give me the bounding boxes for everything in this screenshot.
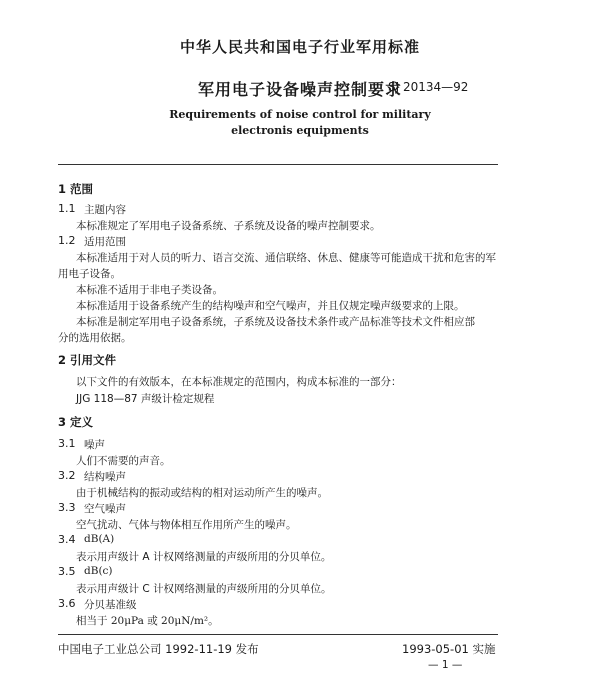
section-1-2-p2: 本标准不适用于非电子类设备。 bbox=[76, 284, 223, 296]
definition-number: 3.3 bbox=[58, 501, 76, 514]
definition-number: 3.6 bbox=[58, 597, 76, 610]
standard-code: SJ 20134—92 bbox=[388, 80, 469, 94]
section-2-p1: 以下文件的有效版本，在本标准规定的范围内，构成本标准的一部分： bbox=[76, 376, 402, 388]
english-title-line2: electronis equipments bbox=[231, 124, 369, 137]
section-1-2-p1-line2: 用电子设备。 bbox=[58, 268, 121, 280]
definition-term: 结构噪声 bbox=[84, 471, 126, 483]
definition-text: 相当于 20μPa 或 20μN/m²。 bbox=[76, 615, 219, 627]
definition-text: 由于机械结构的振动或结构的相对运动所产生的噪声。 bbox=[76, 487, 328, 499]
section-2-reference: JJG 118—87 声级计检定规程 bbox=[76, 393, 215, 405]
section-1-2-title: 适用范围 bbox=[84, 236, 126, 248]
section-1-2-p4-line2: 分的选用依据。 bbox=[58, 332, 132, 344]
section-1-2-p4-line1: 本标准是制定军用电子设备系统，子系统及设备技术条件或产品标准等技术文件相应部 bbox=[76, 316, 475, 328]
definition-term: 噪声 bbox=[84, 439, 105, 451]
definition-text: 表示用声级计 C 计权网络测量的声级所用的分贝单位。 bbox=[76, 583, 332, 595]
english-title-line1: Requirements of noise control for military bbox=[169, 108, 431, 121]
section-1-heading: 1 范围 bbox=[58, 182, 94, 196]
section-3-heading: 3 定义 bbox=[58, 415, 94, 429]
section-1-2-number: 1.2 bbox=[58, 234, 76, 247]
section-2-heading: 2 引用文件 bbox=[58, 353, 117, 367]
definition-text: 人们不需要的声音。 bbox=[76, 455, 171, 467]
document-title: 军用电子设备噪声控制要求 bbox=[197, 80, 402, 99]
definition-text: 表示用声级计 A 计权网络测量的声级所用的分贝单位。 bbox=[76, 551, 332, 563]
bottom-divider bbox=[58, 634, 498, 635]
effective-date: 1993-05-01 实施 bbox=[402, 642, 496, 656]
issuer-date: 中国电子工业总公司 1992-11-19 发布 bbox=[58, 642, 259, 656]
page-number: — 1 — bbox=[428, 659, 463, 671]
section-1-1-number: 1.1 bbox=[58, 202, 76, 215]
definition-text: 空气扰动、气体与物体相互作用所产生的噪声。 bbox=[76, 519, 297, 531]
definition-term: dB(c) bbox=[84, 565, 113, 577]
section-1-1-title: 主题内容 bbox=[84, 204, 126, 216]
definition-number: 3.2 bbox=[58, 469, 76, 482]
section-1-2-p1-line1: 本标准适用于对人员的听力、语言交流、通信联络、休息、健康等可能造成干扰和危害的军 bbox=[76, 252, 496, 264]
section-1-1-text: 本标准规定了军用电子设备系统、子系统及设备的噪声控制要求。 bbox=[76, 220, 381, 232]
standard-organization: 中华人民共和国电子行业军用标准 bbox=[179, 38, 420, 56]
top-divider bbox=[58, 164, 498, 165]
definition-number: 3.5 bbox=[58, 565, 76, 578]
definition-term: 分贝基准级 bbox=[84, 599, 137, 611]
definition-number: 3.4 bbox=[58, 533, 76, 546]
definition-number: 3.1 bbox=[58, 437, 76, 450]
definition-term: dB(A) bbox=[84, 533, 115, 545]
section-1-2-p3: 本标准适用于设备系统产生的结构噪声和空气噪声，并且仅规定噪声级要求的上限。 bbox=[76, 300, 465, 312]
definition-term: 空气噪声 bbox=[84, 503, 126, 515]
